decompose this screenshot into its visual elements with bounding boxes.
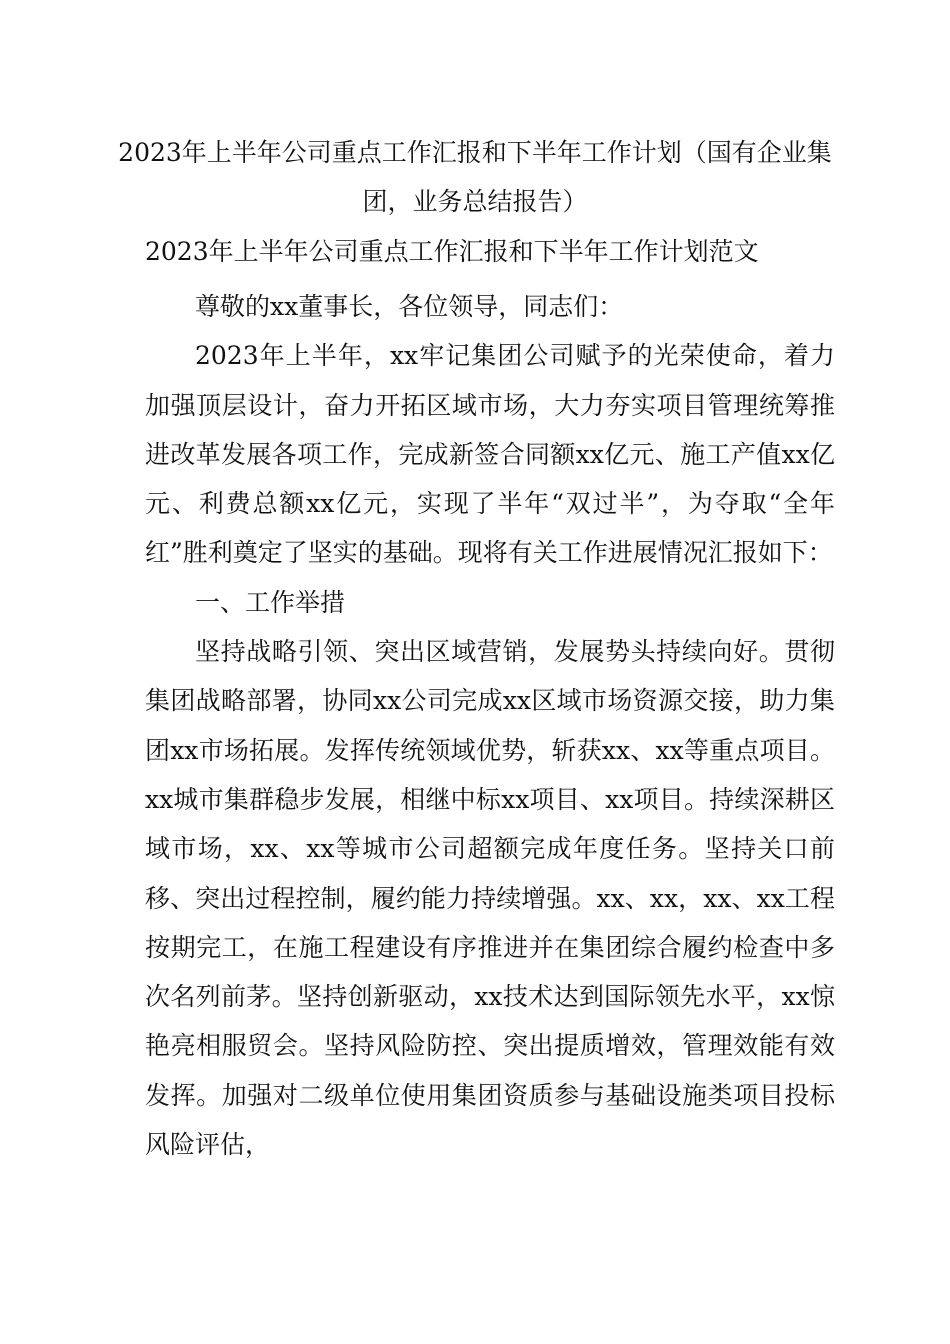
- document-body: [145, 282, 835, 1169]
- document-title: 2023年上半年公司重点工作汇报和下半年工作计划（国有企业集团，业务总结报告）: [118, 138, 832, 216]
- document-subtitle: 2023年上半年公司重点工作汇报和下半年工作计划范文: [145, 237, 759, 266]
- measures-paragraph: 坚持战略引领、突出区域营销，发展势头持续向好。贯彻集团战略部署，协同xx公司完成xx区域市场资源交接，助力集团xx市场拓展。发挥传统领域优势，斩获xx、xx等重点项目。xx城市集群稳步发展，相继中标xx项目、xx项目。持续深耕区域市场，xx、xx等城市公司超额完成年度任务。坚持关口前移、突出过程控制，履约能力持续增强。xx、xx，xx、xx工程按期完工，在施工程建设有序推进并在集团综合履约检查中多次名列前茅。坚持创新驱动，xx技术达到国际领先水平，xx惊艳亮相服贸会。坚持风险防控、突出提质增效，管理效能有效发挥。加强对二级单位使用集团资质参与基础设施类项目投标风险评估，: [145, 637, 835, 1160]
- salutation-paragraph: 尊敬的xx董事长，各位领导，同志们：: [195, 292, 624, 321]
- intro-paragraph: 2023年上半年，xx牢记集团公司赋予的光荣使命，着力加强顶层设计，奋力开拓区域市场，大力夯实项目管理统筹推进改革发展各项工作，完成新签合同额xx亿元、施工产值xx亿元、利费总额xx亿元，实现了半年“双过半”，为夺取“全年红”胜利奠定了坚实的基础。现将有关工作进展情况汇报如下：: [145, 341, 835, 568]
- section-heading: 一、工作举措: [195, 587, 346, 617]
